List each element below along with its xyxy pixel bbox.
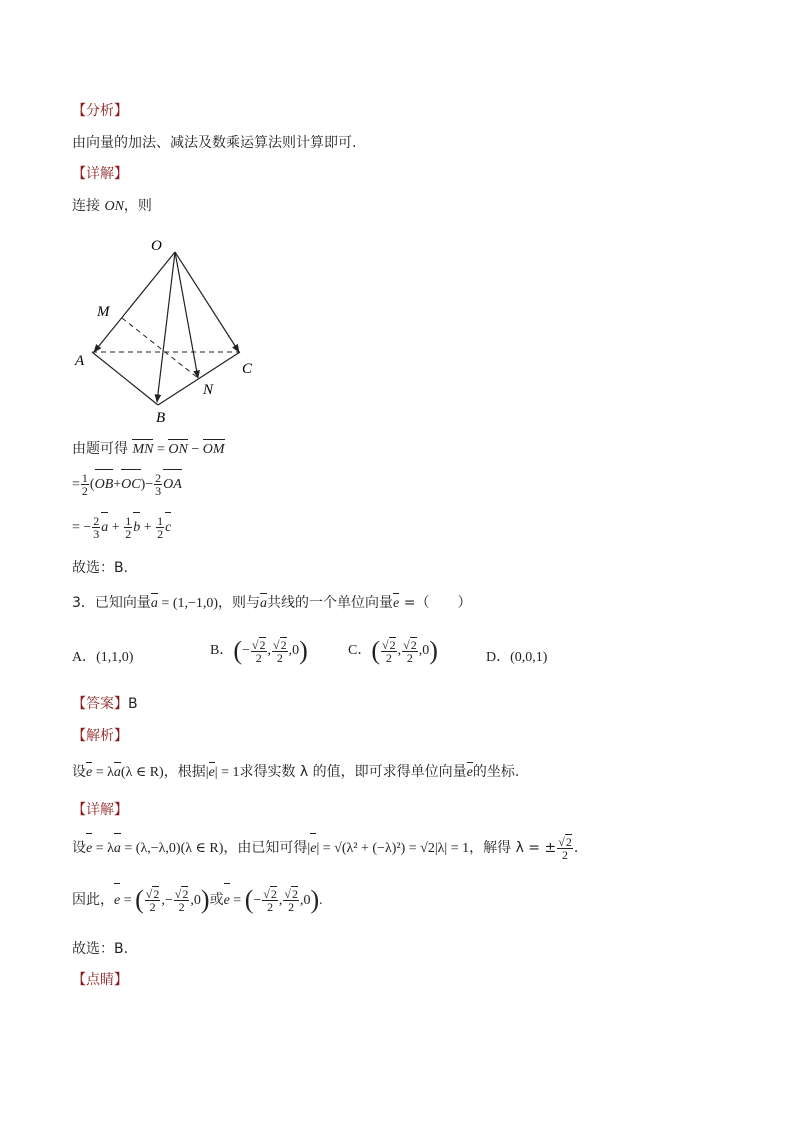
vec-a: a <box>101 514 108 542</box>
detail2-line1 <box>72 834 578 863</box>
derivation-line3 <box>72 514 171 542</box>
fraction <box>92 515 100 540</box>
denominator: 2 <box>385 650 392 665</box>
option-tail: ,0 <box>418 643 430 659</box>
question-3 <box>72 594 471 613</box>
vec-a: a <box>114 835 121 863</box>
fraction: $\frac{√2}{2}$ <box>284 886 298 914</box>
denominator: 2 <box>276 650 283 665</box>
vec-e: e <box>466 765 473 780</box>
text: 的坐标. <box>472 764 520 780</box>
explanation-text <box>72 763 519 782</box>
edge-AB <box>92 352 158 405</box>
denominator: 2 <box>255 650 262 665</box>
sqrt-num: 2 <box>291 886 298 901</box>
text: 因此， <box>72 892 114 908</box>
given-value: = (1,−1,0) <box>157 596 219 611</box>
option-value: (1,1,0) <box>96 650 134 665</box>
conclusion-2: 故选：B. <box>72 941 129 957</box>
math: ,0 <box>190 893 201 908</box>
text: 求得实数 λ 的值，即可求得单位向量 <box>239 764 467 780</box>
denominator: 2 <box>125 527 132 542</box>
math: ,0 <box>299 893 311 908</box>
explanation-heading: 【解析】 <box>72 728 128 744</box>
option-C[interactable] <box>348 636 438 666</box>
plus: + <box>140 520 156 535</box>
detail2-heading: 【详解】 <box>72 802 128 818</box>
vector-OA <box>94 252 175 352</box>
text: 设 <box>72 764 86 780</box>
text: . <box>573 840 579 856</box>
math: = 1 <box>217 765 240 780</box>
fraction <box>154 472 162 497</box>
vec-e: e <box>114 885 120 917</box>
comma: , <box>397 643 402 659</box>
fraction <box>156 515 164 540</box>
text: 或 <box>209 892 224 908</box>
connect-prefix: 连接 <box>72 198 105 214</box>
abs-e: |e| <box>205 765 218 780</box>
detail2-line2: 因此，e = ( $\frac{√2}{2}$ ,− $\frac{√2}{2}$ ,0)或e = (− $\frac{√2}{2}$ , $\frac{√2}{2}$ ,0). <box>72 884 323 917</box>
conclusion-1: 故选：B. <box>72 560 129 576</box>
denominator: 2 <box>149 899 156 914</box>
vec-OA: OA <box>163 471 182 499</box>
sqrt-num: 2 <box>389 637 396 652</box>
sqrt-num: 2 <box>565 834 572 849</box>
fraction: $\frac{√2}{2}$ <box>558 834 572 862</box>
sqrt-num: 2 <box>259 637 266 652</box>
vec-MN: MN <box>132 442 154 457</box>
paren-left: ( <box>244 885 254 914</box>
vec-c: c <box>165 514 171 542</box>
text: ，由已知可得 <box>223 840 308 856</box>
abs-e: |e| <box>307 841 319 856</box>
label-B: B <box>156 410 166 426</box>
option-tail: ,0 <box>288 643 300 659</box>
fraction: $\frac{√2}{2}$ <box>251 637 266 665</box>
comma: , <box>267 643 272 659</box>
vec-OM: OM <box>202 442 225 457</box>
connect-var: ON <box>104 199 124 214</box>
option-D[interactable] <box>486 646 547 666</box>
question-number: 3．已知向量 <box>72 595 151 611</box>
sqrt-num: 2 <box>280 637 287 652</box>
math: = λ <box>92 841 114 856</box>
fraction: $\frac{√2}{2}$ <box>145 886 160 914</box>
sqrt-num: 2 <box>270 886 277 901</box>
denominator: 2 <box>288 899 295 914</box>
option-label: A． <box>72 650 97 665</box>
detail-heading: 【详解】 <box>72 166 128 182</box>
equals-minus: = − <box>72 520 92 535</box>
sqrt-num: 2 <box>153 886 160 901</box>
option-A[interactable] <box>72 646 133 666</box>
minus: − <box>242 643 250 659</box>
edge-BC <box>158 352 240 405</box>
comment-heading: 【点睛】 <box>72 972 128 988</box>
plus: + <box>113 477 122 492</box>
connect-line <box>72 197 152 216</box>
paren: ( <box>89 477 95 492</box>
text: ，解得 λ = ± <box>469 840 557 856</box>
option-B[interactable] <box>210 636 308 666</box>
vec-a: a <box>150 596 158 611</box>
derivation-intro: 由题可得 <box>72 441 128 457</box>
denominator: 2 <box>81 484 88 499</box>
paren-right: ) <box>299 636 308 665</box>
paren-right: ) <box>429 636 438 665</box>
equals: = <box>72 477 80 492</box>
tetrahedron-figure <box>70 230 270 430</box>
option-value: (0,0,1) <box>510 650 548 665</box>
numerator: 1 <box>125 514 132 529</box>
denominator: 2 <box>267 899 274 914</box>
paren-right: ) <box>200 885 210 914</box>
minus: − <box>187 442 203 457</box>
numerator: 1 <box>157 514 164 529</box>
plus: + <box>108 520 124 535</box>
math: = λ <box>92 765 114 780</box>
vec-a: a <box>260 596 268 611</box>
derivation-line1 <box>72 440 225 459</box>
vec-OC: OC <box>121 471 140 499</box>
vec-e: e <box>393 596 400 611</box>
numerator: 2 <box>155 471 162 486</box>
answer-heading: 【答案】 <box>72 696 128 712</box>
denominator: 2 <box>178 899 185 914</box>
paren-right: ) <box>310 885 320 914</box>
paren-left: ( <box>233 636 243 665</box>
question-text: 共线的一个单位向量 <box>267 595 394 611</box>
analysis-heading: 【分析】 <box>72 103 128 119</box>
paren-minus: )− <box>140 477 154 492</box>
fraction <box>81 472 89 497</box>
vector-OB <box>157 252 175 402</box>
vec-a: a <box>113 765 121 780</box>
minus: − <box>253 893 262 908</box>
math: ,− <box>161 893 173 908</box>
numerator: 2 <box>93 514 100 529</box>
text: ，根据 <box>163 764 206 780</box>
text: 设 <box>72 840 86 856</box>
label-O: O <box>151 238 162 254</box>
equals: = <box>153 442 169 457</box>
vec-e: e <box>86 765 93 780</box>
fraction <box>124 515 132 540</box>
analysis-text: 由向量的加法、减法及数乘运算法则计算即可. <box>72 135 357 151</box>
fraction: $\frac{√2}{2}$ <box>263 886 277 914</box>
vec-ON: ON <box>168 442 188 457</box>
vec-e: e <box>310 835 316 863</box>
denominator: 3 <box>155 484 162 499</box>
option-label: C． <box>348 643 372 659</box>
answer-value: B <box>128 696 138 712</box>
question-text: ，则与 <box>218 595 261 611</box>
sqrt-num: 2 <box>410 637 417 652</box>
label-N: N <box>203 382 214 398</box>
vec-e: e <box>224 885 230 917</box>
math: = √(λ² + (−λ)²) = √2|λ| = 1 <box>319 841 470 856</box>
segment-MN-dashed <box>122 318 198 378</box>
denominator: 2 <box>406 650 413 665</box>
derivation-line2 <box>72 471 182 499</box>
fraction: $\frac{√2}{2}$ <box>403 637 417 665</box>
fraction: $\frac{√2}{2}$ <box>174 886 189 914</box>
label-A: A <box>75 353 85 369</box>
denominator: 2 <box>157 527 164 542</box>
option-label: D． <box>486 650 511 665</box>
answer-line <box>72 695 138 713</box>
question-tail: =（ ） <box>399 595 472 611</box>
connect-suffix: ，则 <box>123 198 152 214</box>
fraction: $\frac{√2}{2}$ <box>382 637 396 665</box>
numerator: 1 <box>81 471 88 486</box>
sqrt-num: 2 <box>182 886 189 901</box>
option-label: B． <box>210 643 234 659</box>
denominator: 3 <box>93 527 100 542</box>
label-C: C <box>242 361 253 377</box>
vec-e: e <box>86 835 92 863</box>
denominator: 2 <box>562 847 569 862</box>
vec-e: e <box>208 765 215 780</box>
math: (λ ∈ R) <box>120 765 164 780</box>
math: , <box>278 893 283 908</box>
fraction: $\frac{√2}{2}$ <box>273 637 287 665</box>
paren-left: ( <box>135 885 144 914</box>
vec-OB: OB <box>95 471 114 499</box>
math: = (λ,−λ,0)(λ ∈ R) <box>120 841 224 856</box>
paren-left: ( <box>371 636 381 665</box>
vec-b: b <box>133 514 140 542</box>
label-M: M <box>97 304 110 320</box>
